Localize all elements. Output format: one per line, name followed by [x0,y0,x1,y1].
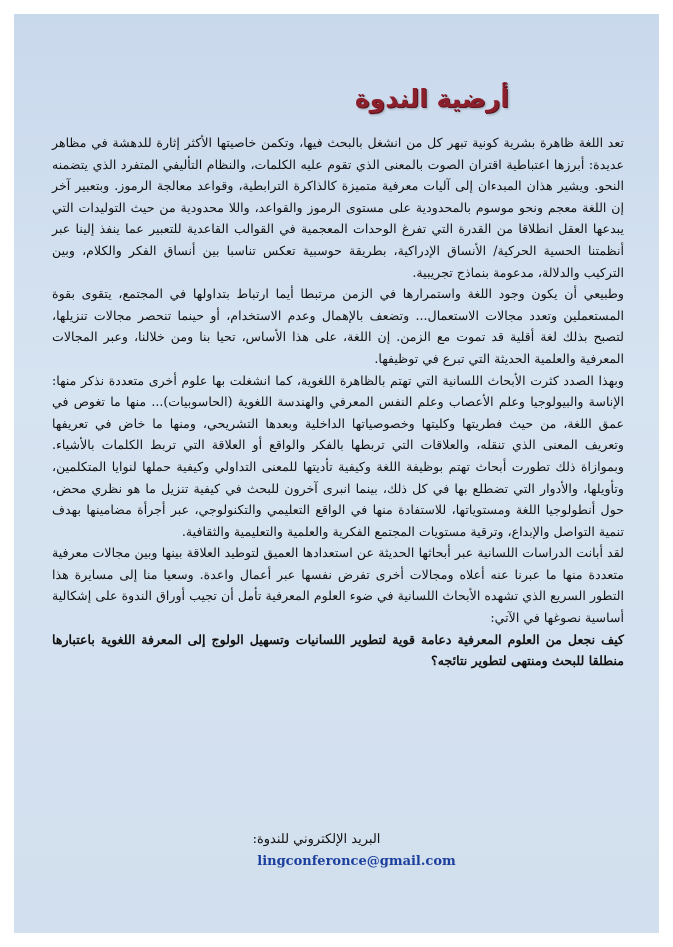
paragraph: لقد أبانت الدراسات اللسانية عبر أبحاثها الحديثة عن استعدادها العميق لتوطيد العلاقة بينها وبين مجالات معرفية متعددة منها ما عبرنا عنه أعلاه ومجالات أخرى تفرض نفسها عبر أعمال واعدة. وسعيا منا إلى مسايرة هذا التطور السريع الذي تشهده الأبحاث اللسانية في ضوء العلوم المعرفية تأمل أن تجيب أوراق الندوة على إشكالية أساسية نصوغها في الآتي: [52,545,624,626]
paragraph: وطبيعي أن يكون وجود اللغة واستمرارها في الزمن مرتبطا أيما ارتباط بتداولها في المجتمع، يتقوى بقوة المستعملين وتعدد مجالات الاستعمال... وتضعف بالإهمال وعدم الاستخدام، أو حينما تنحصر مجالات تنزيلها، لتصبح بذلك لغة أقلية قد تموت مع الزمن. إن اللغة، على هذا الأساس، تحيا بنا ومن خلالنا، وعبر المجالات المعرفية والعلمية الحديثة التي تبرع في توظيفها. [52,286,624,366]
contact-block [14,832,659,869]
document-title: أرضية الندوة [354,84,509,113]
research-question: كيف نجعل من العلوم المعرفية دعامة قوية لتطوير اللسانيات وتسهيل الولوج إلى المعرفة اللغوية باعتبارها منطلقا للبحث ومنتهى لتطوير نتائجه؟ [52,631,624,669]
paragraph: وبهذا الصدد كثرت الأبحاث اللسانية التي تهتم بالظاهرة اللغوية، كما انشغلت بها علوم أخرى متعددة نذكر منها: الإناسة والبيولوجيا وعلم الأعصاب وعلم النفس المعرفي والهندسة اللغوية (الحاسوبيات)... منها ما تغوص في عمق اللغة، من حيث فطريتها وكليتها وخصوصياتها الداخلية وبعدها التشريحي، ومنها ما خاض في تعريفها وتعريف المعنى الذي تنقله، والعلاقات التي تربطها بالفكر والواقع أو العلاقة التي تربط الكلمات بالأشياء. وبموازاة ذلك تطورت أبحاث تهتم بوظيفة اللغة وكيفية تأديتها للمعنى التداولي وكيفية حملها لنوايا المتكلمين، وتأويلها، والأدوار التي تضطلع بها في كل ذلك، بينما انبرى آخرون للبحث في كيفية تنزيل ما هو نظري محض، حول أنطولوجيا اللغة ومستوياتها، للاستفادة منها في الواقع التعليمي والتكنولوجي، عبر أجرأة مضامينها بهدف تنمية التواصل والإبداع، وترقية مستويات المجتمع الفكرية والعلمية والتعليمية والثقافية. [52,372,624,539]
document-body [52,132,624,672]
email-label: البريد الإلكتروني للندوة: [252,832,381,847]
paragraph: تعد اللغة ظاهرة بشرية كونية تبهر كل من انشغل بالبحث فيها، وتكمن خاصيتها الأكثر إثارة للدهشة في مظاهر عديدة: أبرزها اعتباطية اقتران الصوت بالمعنى الذي تقوم عليه الكلمات، والنظام التأليفي المتفرد الذي يتضمنه النحو. ويشير هذان المبدءان إلى آليات معرفية متميزة كالذاكرة الترابطية، وقواعد معالجة الرموز. وبتعبير آخر إن اللغة معجم ونحو موسوم بالمحدودية على مستوى الرموز والقواعد، واللا محدودية من حيث التوليدات التي يبدعها العقل انطلاقا من القدرة التي تفرغ الوحدات المعجمية في القوالب القاعدية للتعبير عما ينفذ إلينا عبر أنظمتنا الحسية الحركية/ الأنساق الإدراكية، بطريقة حوسبية تعكس تناسبا بين أنساق الفكر والكلام، وبين التركيب والدلالة، مدعومة بنماذج تجريبية. [52,135,624,280]
email-link[interactable]: lingconferonce@gmail.com [257,854,456,869]
document-page [14,14,659,933]
